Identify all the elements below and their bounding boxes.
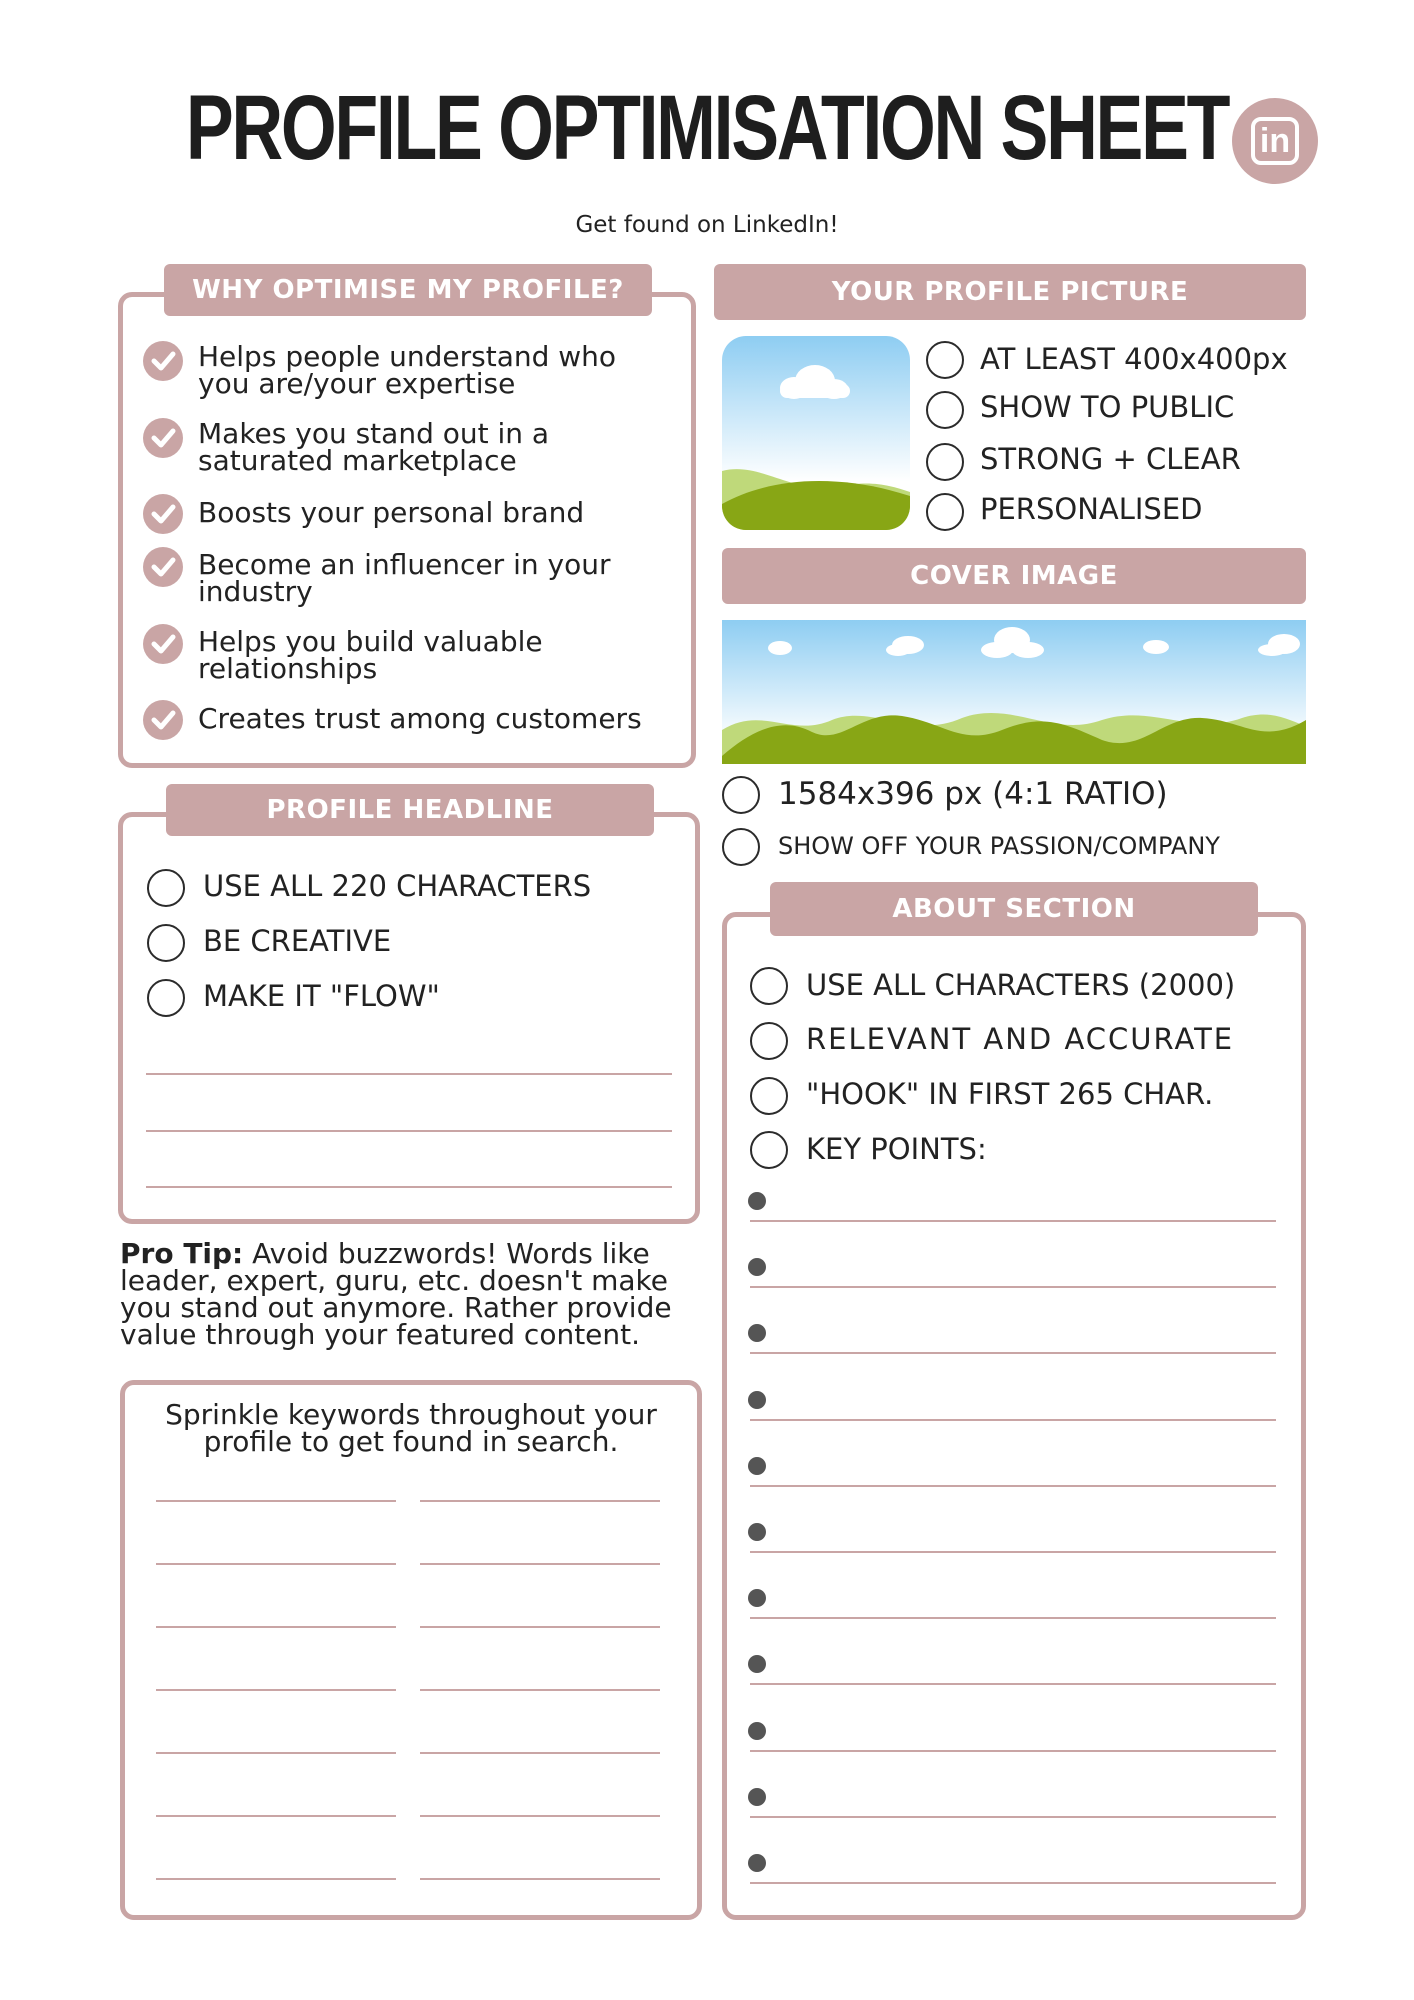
picture-option: AT LEAST 400x400px bbox=[980, 342, 1288, 376]
picture-checkbox[interactable] bbox=[926, 443, 964, 481]
key-point-write-line[interactable] bbox=[750, 1286, 1276, 1288]
headline-write-line[interactable] bbox=[146, 1130, 672, 1132]
headline-option: BE CREATIVE bbox=[203, 924, 392, 958]
headline-option: MAKE IT "FLOW" bbox=[203, 979, 440, 1013]
headline-checkbox[interactable] bbox=[147, 924, 185, 962]
about-checkbox[interactable] bbox=[750, 1022, 788, 1060]
keyword-write-line[interactable] bbox=[420, 1626, 660, 1628]
key-point-write-line[interactable] bbox=[750, 1551, 1276, 1553]
cover-option: 1584x396 px (4:1 RATIO) bbox=[778, 776, 1168, 812]
key-point-bullet bbox=[748, 1788, 766, 1806]
picture-checkbox[interactable] bbox=[926, 391, 964, 429]
about-option: "HOOK" IN FIRST 265 CHAR. bbox=[806, 1077, 1214, 1111]
key-point-bullet bbox=[748, 1523, 766, 1541]
keyword-write-line[interactable] bbox=[420, 1878, 660, 1880]
why-item: Creates trust among customers bbox=[198, 702, 642, 735]
headline-option: USE ALL 220 CHARACTERS bbox=[203, 869, 592, 903]
key-point-bullet bbox=[748, 1457, 766, 1475]
pro-tip: Pro Tip: Avoid buzzwords! Words like leader, expert, guru, etc. doesn't make you stand out anymore. Rather provide value through your featured content. bbox=[120, 1237, 672, 1351]
key-point-write-line[interactable] bbox=[750, 1882, 1276, 1884]
checkmark-icon bbox=[143, 624, 183, 664]
keyword-write-line[interactable] bbox=[156, 1752, 396, 1754]
keyword-write-line[interactable] bbox=[420, 1689, 660, 1691]
keywords-box bbox=[120, 1380, 702, 1920]
checkmark-icon bbox=[143, 341, 183, 381]
why-item: Boosts your personal brand bbox=[198, 496, 585, 529]
keyword-write-line[interactable] bbox=[420, 1500, 660, 1502]
headline-write-line[interactable] bbox=[146, 1186, 672, 1188]
key-point-bullet bbox=[748, 1391, 766, 1409]
checkmark-icon bbox=[143, 547, 183, 587]
picture-option: SHOW TO PUBLIC bbox=[980, 390, 1235, 424]
picture-checkbox[interactable] bbox=[926, 341, 964, 379]
checkmark-icon bbox=[143, 700, 183, 740]
picture-option: PERSONALISED bbox=[980, 492, 1203, 526]
keyword-write-line[interactable] bbox=[156, 1689, 396, 1691]
keyword-write-line[interactable] bbox=[156, 1878, 396, 1880]
profile-picture-header: YOUR PROFILE PICTURE bbox=[714, 264, 1306, 320]
profile-headline-header: PROFILE HEADLINE bbox=[166, 784, 654, 836]
linkedin-glyph: in bbox=[1251, 117, 1299, 165]
why-item: Helps you build valuable relationships bbox=[198, 625, 543, 685]
about-section-box bbox=[722, 912, 1306, 1920]
picture-option: STRONG + CLEAR bbox=[980, 442, 1241, 476]
key-point-write-line[interactable] bbox=[750, 1352, 1276, 1354]
keyword-write-line[interactable] bbox=[420, 1563, 660, 1565]
key-point-write-line[interactable] bbox=[750, 1750, 1276, 1752]
key-point-write-line[interactable] bbox=[750, 1485, 1276, 1487]
headline-checkbox[interactable] bbox=[147, 979, 185, 1017]
cover-checkbox[interactable] bbox=[722, 828, 760, 866]
page-subtitle: Get found on LinkedIn! bbox=[575, 212, 839, 238]
key-point-bullet bbox=[748, 1854, 766, 1872]
key-point-write-line[interactable] bbox=[750, 1683, 1276, 1685]
why-item: Makes you stand out in a saturated marketplace bbox=[198, 417, 550, 477]
keyword-write-line[interactable] bbox=[156, 1626, 396, 1628]
why-item: Helps people understand who you are/your expertise bbox=[198, 340, 617, 400]
keyword-write-line[interactable] bbox=[156, 1500, 396, 1502]
linkedin-icon bbox=[1232, 98, 1318, 184]
keyword-write-line[interactable] bbox=[420, 1752, 660, 1754]
about-checkbox[interactable] bbox=[750, 1131, 788, 1169]
cover-checkbox[interactable] bbox=[722, 776, 760, 814]
why-item: Become an influencer in your industry bbox=[198, 548, 611, 608]
about-checkbox[interactable] bbox=[750, 1077, 788, 1115]
profile-picture-illustration bbox=[722, 336, 910, 530]
page-title: PROFILE OPTIMISATION SHEET bbox=[185, 77, 1229, 179]
key-point-bullet bbox=[748, 1192, 766, 1210]
cover-image-illustration bbox=[722, 620, 1306, 764]
headline-checkbox[interactable] bbox=[147, 869, 185, 907]
cover-option: SHOW OFF YOUR PASSION/COMPANY bbox=[778, 832, 1220, 860]
checkmark-icon bbox=[143, 494, 183, 534]
pro-tip-label: Pro Tip: bbox=[120, 1237, 244, 1270]
checkmark-icon bbox=[143, 418, 183, 458]
key-point-write-line[interactable] bbox=[750, 1617, 1276, 1619]
cover-image-header: COVER IMAGE bbox=[722, 548, 1306, 604]
key-point-write-line[interactable] bbox=[750, 1816, 1276, 1818]
picture-checkbox[interactable] bbox=[926, 493, 964, 531]
about-checkbox[interactable] bbox=[750, 967, 788, 1005]
keyword-write-line[interactable] bbox=[420, 1815, 660, 1817]
about-option: KEY POINTS: bbox=[806, 1132, 987, 1166]
about-option: USE ALL CHARACTERS (2000) bbox=[806, 968, 1236, 1002]
keyword-write-line[interactable] bbox=[156, 1563, 396, 1565]
why-optimise-header: WHY OPTIMISE MY PROFILE? bbox=[164, 264, 652, 316]
about-section-header: ABOUT SECTION bbox=[770, 882, 1258, 936]
key-point-bullet bbox=[748, 1722, 766, 1740]
key-point-write-line[interactable] bbox=[750, 1419, 1276, 1421]
about-option: RELEVANT AND ACCURATE bbox=[806, 1022, 1235, 1056]
keyword-write-line[interactable] bbox=[156, 1815, 396, 1817]
headline-write-line[interactable] bbox=[146, 1073, 672, 1075]
keywords-instruction: Sprinkle keywords throughout your profile to get found in search. bbox=[165, 1398, 657, 1458]
key-point-write-line[interactable] bbox=[750, 1220, 1276, 1222]
